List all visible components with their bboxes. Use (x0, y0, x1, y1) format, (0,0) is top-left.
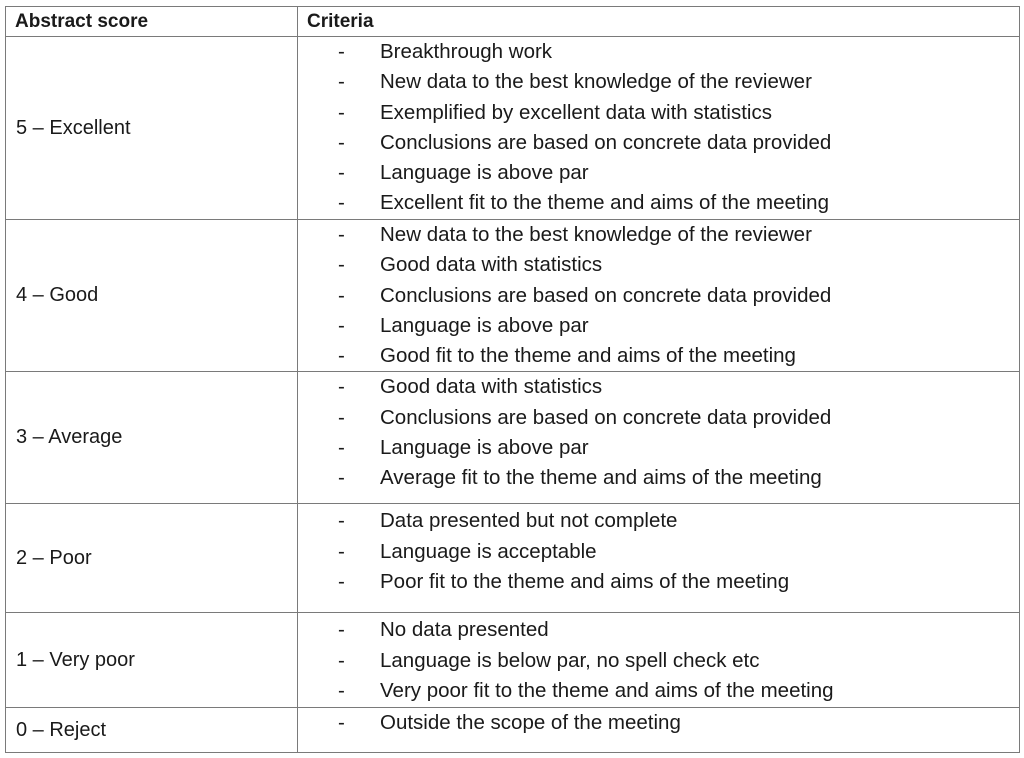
criteria-item (298, 676, 1019, 706)
criteria-list (298, 708, 1019, 738)
criteria-text: No data presented (380, 618, 549, 642)
criteria-cell (298, 708, 1020, 753)
criteria-text: Outside the scope of the meeting (380, 711, 681, 735)
criteria-item (298, 311, 1019, 341)
criteria-item (298, 158, 1019, 188)
criteria-item (298, 567, 1019, 597)
bullet-dash: - (338, 313, 345, 337)
bullet-dash: - (338, 130, 345, 154)
criteria-cell (298, 504, 1020, 613)
bullet-dash: - (338, 40, 345, 63)
score-label: 0 – Reject (6, 708, 298, 753)
criteria-text: Language is above par (380, 436, 589, 460)
criteria-text: Data presented but not complete (380, 509, 678, 533)
score-row-3 (6, 372, 1020, 504)
criteria-cell (298, 372, 1020, 504)
criteria-item (298, 646, 1019, 676)
criteria-text: New data to the best knowledge of the reviewer (380, 223, 812, 246)
bullet-dash: - (338, 711, 345, 735)
bullet-dash: - (338, 161, 345, 185)
score-row-0 (6, 708, 1020, 753)
criteria-item (298, 188, 1019, 218)
bullet-dash: - (338, 375, 345, 399)
criteria-text: Conclusions are based on concrete data provided (380, 405, 832, 429)
criteria-text: Language is above par (380, 161, 589, 185)
criteria-item (298, 708, 1019, 738)
criteria-item (298, 250, 1019, 280)
bullet-dash: - (338, 405, 345, 429)
criteria-text: Good data with statistics (380, 253, 603, 277)
bullet-dash: - (338, 70, 345, 94)
bullet-dash: - (338, 648, 345, 672)
criteria-item (298, 372, 1019, 402)
score-row-1 (6, 613, 1020, 708)
score-label: 2 – Poor (6, 504, 298, 613)
bullet-dash: - (338, 100, 345, 124)
criteria-cell (298, 613, 1020, 708)
criteria-text: Language is below par, no spell check etc (380, 648, 760, 672)
bullet-dash: - (338, 344, 345, 368)
criteria-item (298, 506, 1019, 536)
criteria-item (298, 537, 1019, 567)
bullet-dash: - (338, 618, 345, 642)
score-row-2 (6, 504, 1020, 613)
criteria-item (298, 341, 1019, 371)
criteria-cell (298, 37, 1020, 220)
criteria-list (298, 504, 1019, 597)
criteria-text: Exemplified by excellent data with statistics (380, 100, 772, 124)
bullet-dash: - (338, 679, 345, 703)
header-criteria: Criteria (298, 7, 1020, 37)
score-label: 1 – Very poor (6, 613, 298, 708)
criteria-item (298, 98, 1019, 128)
criteria-item (298, 220, 1019, 250)
bullet-dash: - (338, 539, 345, 563)
criteria-text: Language is above par (380, 313, 589, 337)
bullet-dash: - (338, 466, 345, 490)
criteria-text: Good fit to the theme and aims of the meeting (380, 344, 796, 368)
bullet-dash: - (338, 283, 345, 307)
criteria-text: Breakthrough work (380, 40, 553, 63)
criteria-item (298, 615, 1019, 645)
criteria-text: Excellent fit to the theme and aims of the meeting (380, 191, 829, 215)
bullet-dash: - (338, 253, 345, 277)
score-row-4 (6, 220, 1020, 372)
criteria-item (298, 67, 1019, 97)
criteria-text: Average fit to the theme and aims of the meeting (380, 466, 822, 490)
criteria-list (298, 372, 1019, 493)
criteria-text: Conclusions are based on concrete data provided (380, 283, 832, 307)
bullet-dash: - (338, 191, 345, 215)
score-row-5 (6, 37, 1020, 220)
criteria-item (298, 128, 1019, 158)
score-label: 3 – Average (6, 372, 298, 504)
criteria-text: New data to the best knowledge of the reviewer (380, 70, 812, 94)
criteria-text: Conclusions are based on concrete data provided (380, 130, 832, 154)
criteria-list (298, 37, 1019, 219)
criteria-item (298, 433, 1019, 463)
criteria-text: Very poor fit to the theme and aims of the meeting (380, 679, 834, 703)
criteria-item (298, 281, 1019, 311)
criteria-text: Good data with statistics (380, 375, 603, 399)
criteria-cell (298, 220, 1020, 372)
bullet-dash: - (338, 509, 345, 533)
criteria-list (298, 613, 1019, 706)
criteria-item (298, 403, 1019, 433)
criteria-text: Language is acceptable (380, 539, 597, 563)
scoring-rubric-table (5, 6, 1020, 753)
bullet-dash: - (338, 570, 345, 594)
score-label: 4 – Good (6, 220, 298, 372)
criteria-item (298, 463, 1019, 493)
header-row (6, 7, 1020, 37)
bullet-dash: - (338, 436, 345, 460)
bullet-dash: - (338, 223, 345, 246)
header-abstract-score: Abstract score (6, 7, 298, 37)
criteria-text: Poor fit to the theme and aims of the meeting (380, 570, 790, 594)
criteria-list (298, 220, 1019, 371)
score-label: 5 – Excellent (6, 37, 298, 220)
criteria-item (298, 37, 1019, 67)
